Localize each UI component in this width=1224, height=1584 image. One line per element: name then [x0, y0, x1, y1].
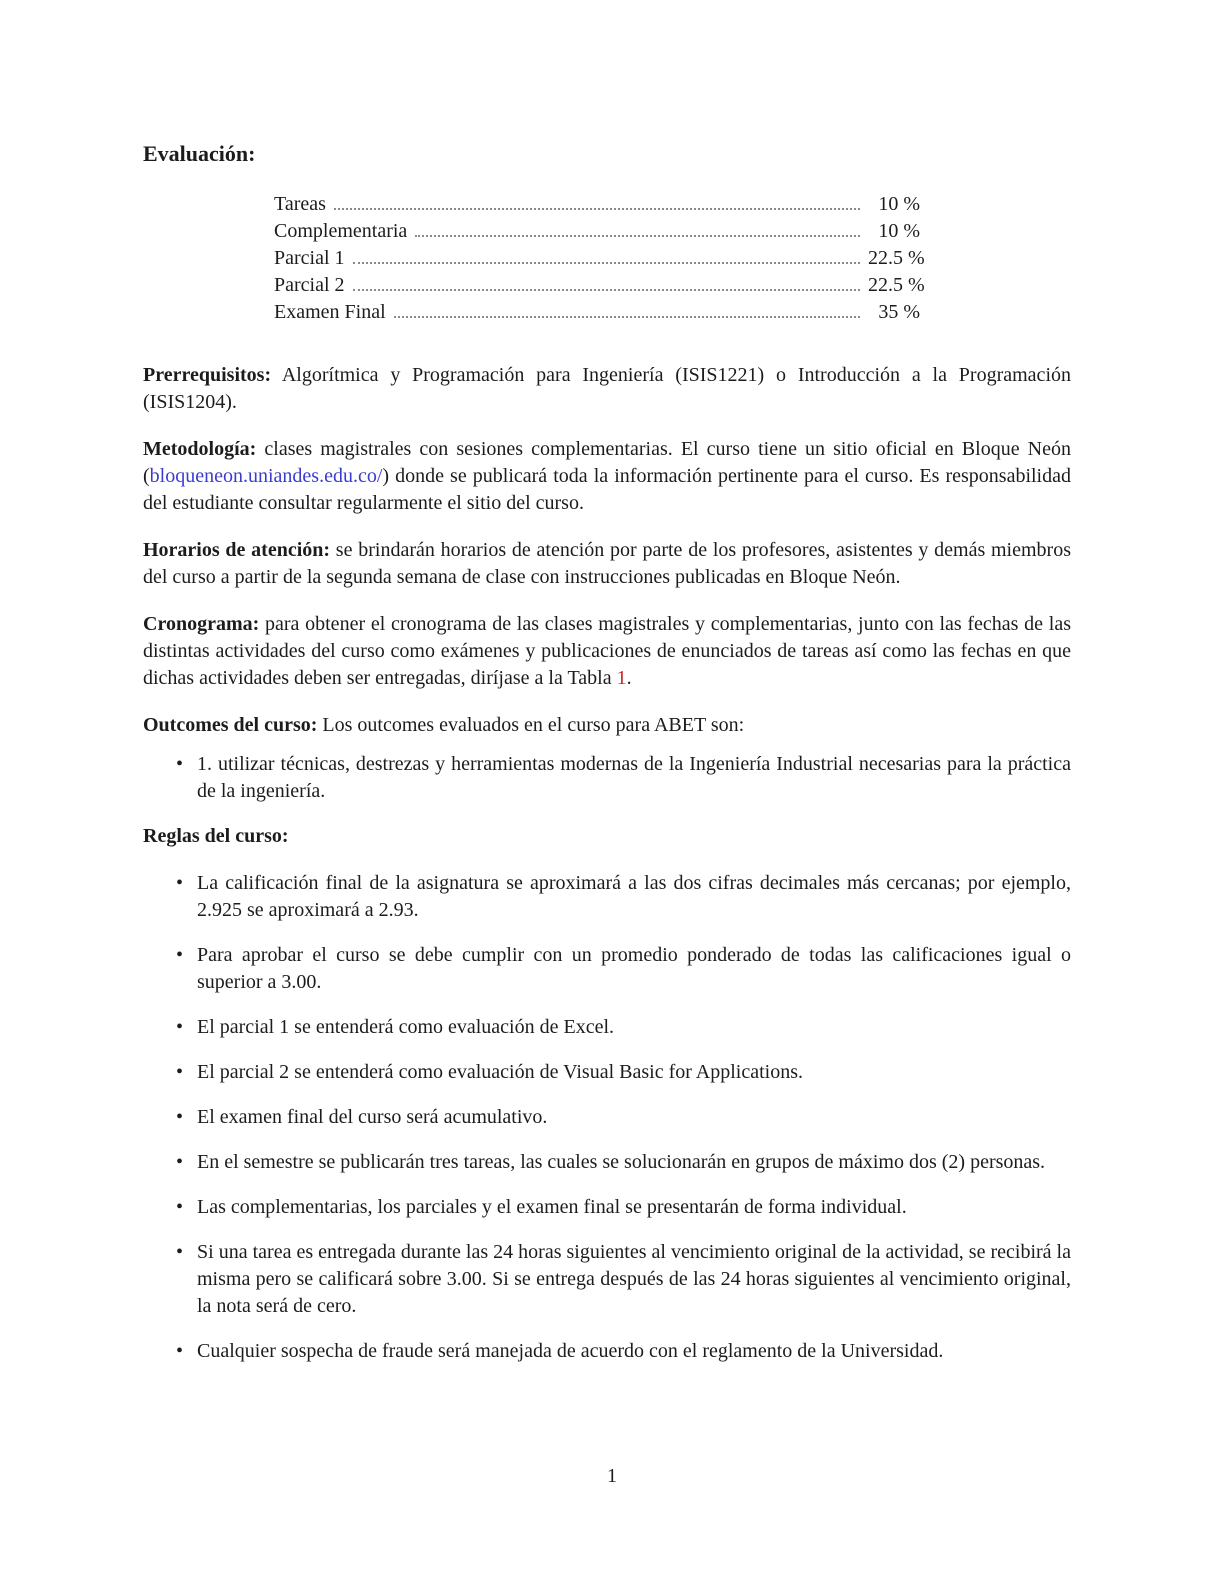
- dot-leader: [353, 262, 860, 264]
- methodology-text-end: ) donde se publicará toda la información pertinente para el curso. Es responsabilidad del estudiante consultar regularmente el sitio del curso.: [143, 465, 1071, 514]
- rules-heading: Reglas del curso:: [143, 825, 289, 847]
- bullet-icon: •: [176, 1151, 184, 1173]
- schedule-term: Cronograma:: [143, 613, 260, 635]
- grade-value: 22.5 %: [868, 274, 925, 296]
- outcomes-text: Los outcomes evaluados en el curso para ABET son:: [317, 714, 745, 736]
- grade-label: Tareas: [274, 193, 326, 215]
- office-hours-text: se brindarán horarios de atención por parte de los profesores, asistentes y demás miembros del curso a partir de la segunda semana de clase con instrucciones publicadas en Bloque Neón.: [143, 539, 1071, 588]
- grade-value: 10 %: [878, 193, 920, 215]
- grade-row: [274, 191, 920, 218]
- bullet-icon: •: [176, 944, 184, 966]
- list-item: • Para aprobar el curso se debe cumplir con un promedio ponderado de todas las calificaciones igual o superior a 3.00.: [176, 944, 1071, 993]
- prerequisites-term: Prerrequisitos:: [143, 364, 272, 386]
- grade-table: [274, 191, 925, 326]
- grade-label: Parcial 1: [274, 247, 345, 269]
- list-item: • 1. utilizar técnicas, destrezas y herramientas modernas de la Ingeniería Industrial necesarias para la práctica de la ingeniería.: [176, 753, 1071, 802]
- page-number: 1: [607, 1465, 617, 1487]
- grade-row: [274, 245, 925, 272]
- grade-row: [274, 299, 920, 326]
- bullet-icon: •: [176, 753, 184, 775]
- grade-label: Examen Final: [274, 301, 386, 323]
- methodology-text: clases magistrales con sesiones complementarias. El curso tiene un sitio oficial en Bloque Neón (: [143, 438, 1071, 487]
- dot-leader: [353, 289, 860, 291]
- methodology-term: Metodología:: [143, 438, 257, 460]
- list-item: • El parcial 1 se entenderá como evaluación de Excel.: [143, 1014, 1071, 1041]
- schedule-paragraph: [143, 611, 1071, 692]
- bullet-icon: •: [176, 1340, 184, 1362]
- table-reference-link[interactable]: 1: [616, 667, 627, 689]
- bullet-icon: •: [176, 1196, 184, 1218]
- evaluation-title: Evaluación:: [143, 141, 256, 166]
- dot-leader: [394, 316, 860, 318]
- document-page: [143, 140, 1071, 1383]
- outcomes-list: [143, 751, 1071, 805]
- bullet-icon: •: [176, 1016, 184, 1038]
- bullet-icon: •: [176, 872, 184, 894]
- list-item: • En el semestre se publicarán tres tareas, las cuales se solucionarán en grupos de máximo dos (2) personas.: [143, 1149, 1071, 1176]
- list-item: • La calificación final de la asignatura se aproximará a las dos cifras decimales más cercanas; por ejemplo, 2.925 se aproximará a 2.93.: [176, 872, 1071, 921]
- bullet-icon: •: [176, 1241, 184, 1263]
- grade-label: Complementaria: [274, 220, 408, 242]
- prerequisites-paragraph: [143, 362, 1071, 416]
- grade-label: Parcial 2: [274, 274, 345, 296]
- office-hours-paragraph: [143, 537, 1071, 591]
- outcomes-paragraph: [143, 712, 1071, 739]
- list-item: • Las complementarias, los parciales y el examen final se presentarán de forma individual.: [143, 1194, 1071, 1221]
- office-hours-term: Horarios de atención:: [143, 539, 331, 561]
- schedule-text-end: .: [626, 667, 632, 689]
- grade-value: 35 %: [878, 301, 920, 323]
- list-item: • El parcial 2 se entenderá como evaluación de Visual Basic for Applications.: [143, 1059, 1071, 1086]
- dot-leader: [334, 208, 860, 210]
- grade-row: [274, 218, 920, 245]
- prerequisites-text: Algorítmica y Programación para Ingeniería (ISIS1221) o Introducción a la Programación (ISIS1204).: [143, 364, 1071, 413]
- schedule-text: para obtener el cronograma de las clases magistrales y complementarias, junto con las fechas de las distintas actividades del curso como exámenes y publicaciones de enunciados de tareas así como las fechas en que dichas actividades deben ser entregadas, diríjase a la Tabla: [143, 613, 1071, 689]
- list-item: • Cualquier sospecha de fraude será manejada de acuerdo con el reglamento de la Universidad.: [143, 1338, 1071, 1365]
- bullet-icon: •: [176, 1061, 184, 1083]
- dot-leader: [415, 235, 860, 237]
- grade-row: [274, 272, 925, 299]
- outcomes-term: Outcomes del curso:: [143, 714, 318, 736]
- grade-value: 10 %: [878, 220, 920, 242]
- bloqueneon-link[interactable]: bloqueneon.uniandes.edu.co/: [149, 465, 383, 487]
- grade-value: 22.5 %: [868, 247, 925, 269]
- list-item: • El examen final del curso será acumulativo.: [143, 1104, 1071, 1131]
- bullet-icon: •: [176, 1106, 184, 1128]
- methodology-paragraph: [143, 436, 1071, 517]
- rules-list: [143, 870, 1071, 1365]
- list-item: • Si una tarea es entregada durante las 24 horas siguientes al vencimiento original de la actividad, se recibirá la misma pero se calificará sobre 3.00. Si se entrega después de las 24 horas siguientes al vencimiento original, la nota será de cero.: [176, 1241, 1071, 1317]
